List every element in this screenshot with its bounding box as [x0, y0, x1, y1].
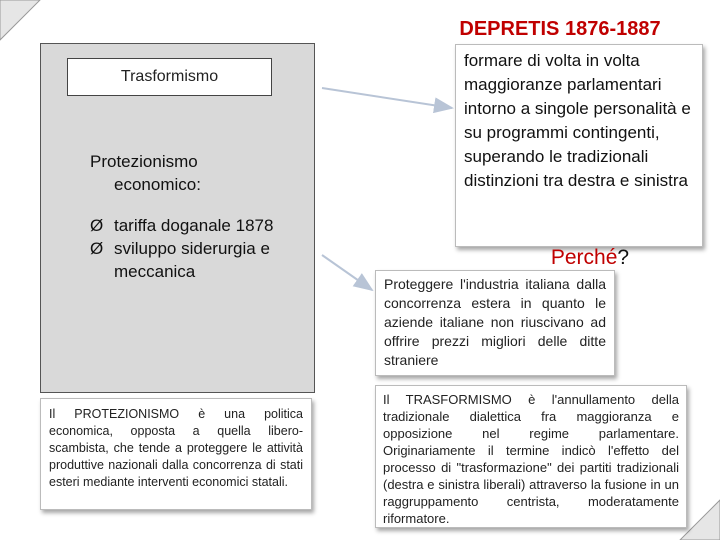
arrow-to-proteggere	[322, 255, 372, 290]
bullet-list	[90, 214, 290, 283]
trasformismo-box	[67, 58, 272, 96]
proteggere-explanation-box: Proteggere l'industria italiana dalla concorrenza estera in quanto le aziende italiane non riuscivano ad offrire prezzi migliori delle ditte straniere	[375, 270, 615, 376]
list-item	[90, 237, 290, 283]
trasformismo-label: Trasformismo	[120, 68, 219, 85]
trasformismo-explanation-box: formare di volta in volta maggioranze parlamentari intorno a singole personalità e su programmi contingenti, superando le tradizionali distinzioni tra destra e sinistra	[455, 44, 703, 247]
bullet-text: tariffa doganale 1878	[114, 216, 274, 235]
perche-word: Perché	[550, 246, 618, 269]
bullet-text: sviluppo siderurgia e meccanica	[114, 239, 270, 281]
trasformismo-definition-box: Il TRASFORMISMO è l'annullamento della tradizionale dialettica fra maggioranza e opposizione nel regime parlamentare. Originariamente il termine indicò l'effetto del processo di "trasformazione" dei partiti tradizionali (destra e sinistra liberali) attraverso la fusione in un raggruppamento centrista, moderatamente riformatore.	[375, 385, 687, 528]
arrow-bullet-icon: Ø	[90, 239, 104, 258]
protezionismo-definition-box: Il PROTEZIONISMO è una politica economica, opposta a quella libero-scambista, che tende a proteggere le attività produttive nazionali dalla concorrenza di stati esteri mediante interventi economici statali.	[40, 398, 312, 510]
page-title: DEPRETIS 1876-1887	[459, 18, 661, 40]
arrow-to-explanation	[322, 88, 452, 108]
list-item	[90, 214, 290, 237]
protezionismo-subheading: economico:	[114, 175, 201, 194]
arrow-bullet-icon: Ø	[90, 216, 104, 235]
question-mark: ?	[617, 246, 630, 269]
protezionismo-heading: Protezionismo	[90, 152, 198, 171]
protezionismo-section	[90, 150, 290, 283]
perche-heading	[500, 246, 680, 270]
